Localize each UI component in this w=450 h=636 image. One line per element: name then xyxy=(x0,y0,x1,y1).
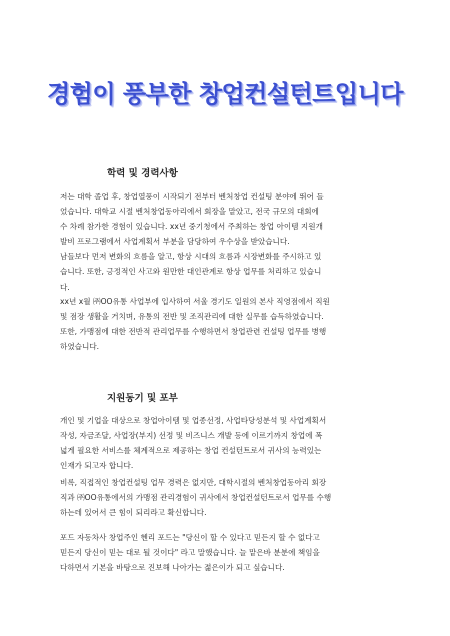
text-line: 포드 자동차사 창업주인 헨리 포드는 "당신이 할 수 있다고 믿든지 할 수 없다고 xyxy=(60,533,320,542)
text-line: 남들보다 먼저 변화의 흐름을 알고, 항상 시대의 흐름과 시장변화를 주시하고 있 xyxy=(60,252,322,262)
text-line: 작성, 자금조달, 사업장(부지) 선정 및 비즈니스 개발 등에 이르기까지 창업에 폭 xyxy=(60,431,323,441)
paragraph-motivation-2 xyxy=(60,475,394,520)
section-heading-education-career: 학력 및 경력사항 xyxy=(107,168,178,179)
paragraph-motivation-3 xyxy=(60,530,394,575)
page-title: 경험이 풍부한 창업컨설턴트입니다 xyxy=(47,80,403,108)
text-line: 또한, 가맹점에 대한 전반적 관리업무를 수행하면서 창업관련 컨설팅 업무를 병행 xyxy=(60,327,327,337)
section-heading-motivation: 지원동기 및 포부 xyxy=(107,393,178,404)
text-line: 넓게 필요한 서비스를 체계적으로 제공하는 창업 컨설턴트로서 귀사의 능력있는 xyxy=(60,446,322,456)
text-line: 저는 대학 졸업 후, 창업열풍이 시작되기 전부터 벤처창업 컨설팅 분야에 뛰어 들 xyxy=(60,192,324,201)
text-line: xx년 x월 ㈜OO유통 사업부에 입사하여 서울 경기도 일원의 본사 직영점에서 직원 xyxy=(60,297,330,306)
text-line: 믿든지 당신이 믿는 대로 될 것이다" 라고 말했습니다. 늘 맡은바 분분에 책임을 xyxy=(60,548,320,558)
paragraph-motivation-1 xyxy=(60,413,394,473)
text-line: 발비 프로그램에서 사업계획서 부분을 담당하여 우수상을 받았습니다. xyxy=(60,237,290,247)
paragraph-career-1 xyxy=(60,189,394,295)
paragraph-career-2 xyxy=(60,294,394,354)
text-line: 다. xyxy=(60,282,70,292)
text-line: 다하면서 기본을 바탕으로 진보해 나아가는 젊은이가 되고 싶습니다. xyxy=(60,563,285,573)
text-line: 었습니다. 대학교 시절 벤처창업동아리에서 회장을 맡았고, 전국 규모의 대회에 xyxy=(60,207,319,217)
text-line: 하는데 있어서 큰 힘이 되리라고 확신합니다. xyxy=(60,508,207,518)
text-line: 하였습니다. xyxy=(60,342,100,352)
text-line: 수 차례 참가한 경험이 있습니다. xx년 중기청에서 주최하는 창업 아이템 지원개 xyxy=(60,222,323,232)
text-line: 인재가 되고자 합니다. xyxy=(60,461,134,471)
text-line: 개인 및 기업을 대상으로 창업아이템 및 업종선정, 사업타당성분석 및 사업계획서 xyxy=(60,416,327,425)
text-line: 직과 ㈜OO유통에서의 가맹점 관리경험이 귀사에서 창업컨설턴트로서 업무를 수행 xyxy=(60,493,332,503)
text-line: 및 점장 생활을 거치며, 유통의 전반 및 조직관리에 대한 실무를 습득하였습니다. xyxy=(60,312,324,322)
text-line: 비록, 직접적인 창업컨설팅 업무 경력은 없지만, 대학시절의 벤처창업동아리 회장 xyxy=(60,478,327,487)
text-line: 습니다. 또한, 긍정적인 사고와 원만한 대인관계로 항상 업무를 처리하고 있습니 xyxy=(60,267,322,277)
